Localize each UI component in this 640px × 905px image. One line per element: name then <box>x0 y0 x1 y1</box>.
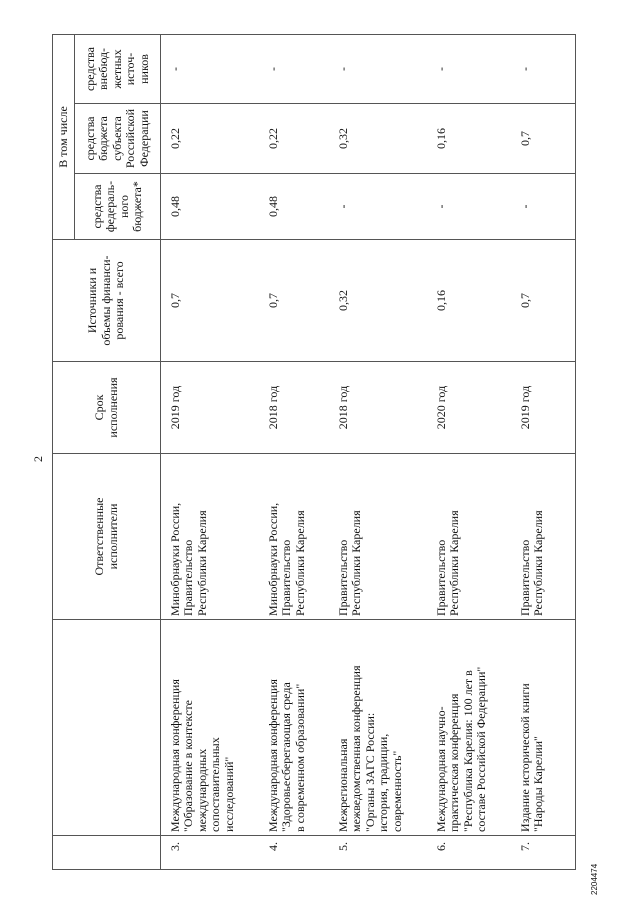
event-name: Издание исторической книги "Народы Карелии" <box>511 620 576 836</box>
header-in-total: В том числе <box>53 35 75 240</box>
extra-amount: - <box>511 35 576 104</box>
table-row <box>161 35 260 870</box>
federal-amount: - <box>427 174 511 240</box>
event-name: Международная научно- практическая конференция "Республика Карелия: 100 лет в составе Российской Федерации" <box>427 620 511 836</box>
executors: Правительство Республики Карелия <box>511 454 576 620</box>
page-number: 2 <box>31 456 45 462</box>
regional-amount: 0,16 <box>427 104 511 174</box>
event-name: Международная конференция "Образование в контексте международных сопоставительных исследований" <box>161 620 260 836</box>
regional-amount: 0,32 <box>329 104 427 174</box>
row-number: 3. <box>161 836 260 870</box>
deadline: 2020 год <box>427 362 511 454</box>
header-total-financing: Источники и объемы финанси- рования - всего <box>53 240 161 362</box>
header-deadline: Срок исполнения <box>53 362 161 454</box>
table-row <box>329 35 427 870</box>
document-code: 2204474 <box>590 863 599 895</box>
executors: Минобрнауки России, Правительство Республики Карелия <box>161 454 260 620</box>
table-row <box>511 35 576 870</box>
deadline: 2019 год <box>161 362 260 454</box>
row-number: 4. <box>259 836 329 870</box>
event-name: Межрегиональная межведомственная конференция "Органы ЗАГС России: история, традиции, современность" <box>329 620 427 836</box>
executors: Правительство Республики Карелия <box>329 454 427 620</box>
executors: Минобрнауки России, Правительство Республики Карелия <box>259 454 329 620</box>
row-number: 7. <box>511 836 576 870</box>
extra-amount: - <box>329 35 427 104</box>
total-amount: 0,32 <box>329 240 427 362</box>
federal-amount: 0,48 <box>259 174 329 240</box>
deadline: 2018 год <box>259 362 329 454</box>
total-amount: 0,7 <box>259 240 329 362</box>
financing-table <box>52 34 576 870</box>
total-amount: 0,7 <box>511 240 576 362</box>
total-amount: 0,7 <box>161 240 260 362</box>
regional-amount: 0,22 <box>259 104 329 174</box>
row-number: 6. <box>427 836 511 870</box>
deadline: 2019 год <box>511 362 576 454</box>
header-regional-budget: средства бюджета субъекта Российской Федерации <box>75 104 161 174</box>
regional-amount: 0,22 <box>161 104 260 174</box>
header-federal-budget: средства федераль- ного бюджета* <box>75 174 161 240</box>
row-number: 5. <box>329 836 427 870</box>
event-name: Международная конференция "Здоровьесберегающая среда в современном образовании" <box>259 620 329 836</box>
header-event <box>53 620 161 836</box>
table-row <box>259 35 329 870</box>
federal-amount: - <box>511 174 576 240</box>
extra-amount: - <box>259 35 329 104</box>
header-extrabudgetary: средства внебюд- жетных источ- ников <box>75 35 161 104</box>
header-executors: Ответственные исполнители <box>53 454 161 620</box>
extra-amount: - <box>427 35 511 104</box>
federal-amount: - <box>329 174 427 240</box>
header-number <box>53 836 161 870</box>
extra-amount: - <box>161 35 260 104</box>
federal-amount: 0,48 <box>161 174 260 240</box>
executors: Правительство Республики Карелия <box>427 454 511 620</box>
regional-amount: 0,7 <box>511 104 576 174</box>
total-amount: 0,16 <box>427 240 511 362</box>
deadline: 2018 год <box>329 362 427 454</box>
table-row <box>427 35 511 870</box>
